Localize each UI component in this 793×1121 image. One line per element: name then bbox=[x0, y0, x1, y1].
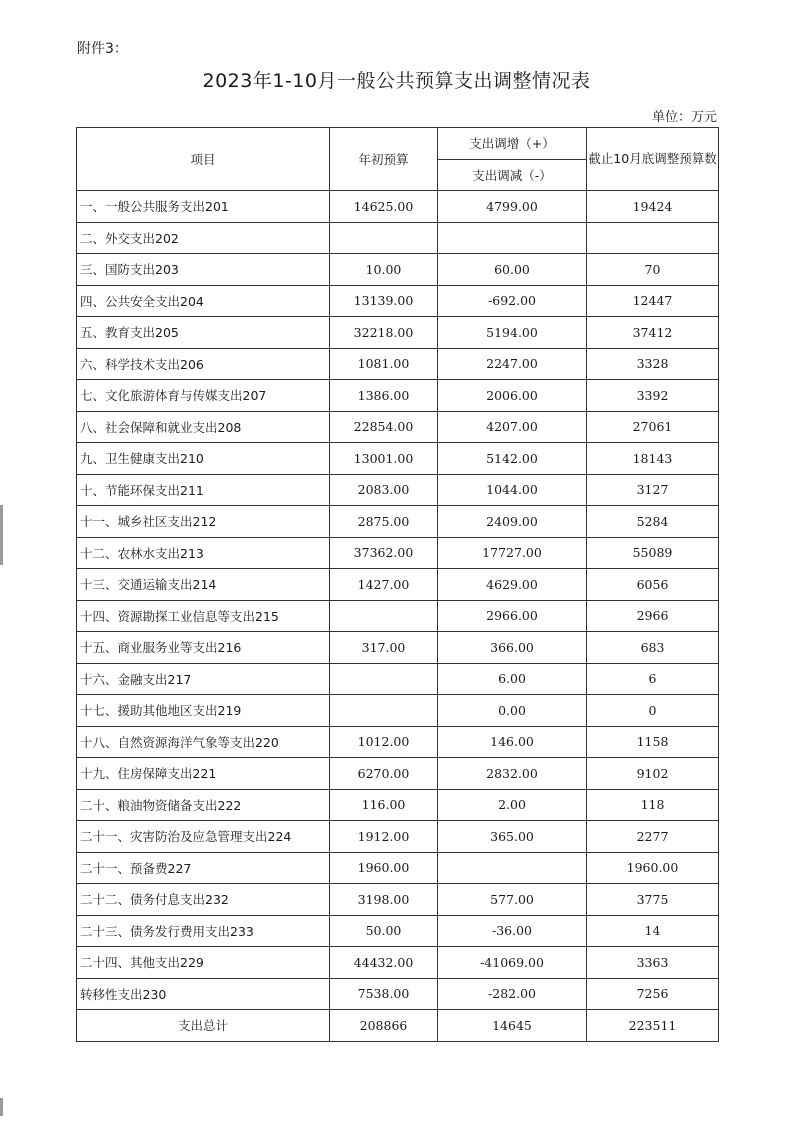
row-initial-budget: 317.00 bbox=[330, 632, 438, 664]
table-row bbox=[77, 978, 719, 1010]
table-row bbox=[77, 317, 719, 349]
table-row bbox=[77, 191, 719, 223]
row-adjustment: 4629.00 bbox=[438, 569, 587, 601]
table-row bbox=[77, 632, 719, 664]
row-adjustment: 2.00 bbox=[438, 789, 587, 821]
row-adjustment: 17727.00 bbox=[438, 537, 587, 569]
row-initial-budget: 1960.00 bbox=[330, 852, 438, 884]
row-adjustment bbox=[438, 222, 587, 254]
row-adjusted-budget: 3775 bbox=[587, 884, 719, 916]
row-initial-budget: 50.00 bbox=[330, 915, 438, 947]
row-adjustment: 2247.00 bbox=[438, 348, 587, 380]
row-adjustment: 366.00 bbox=[438, 632, 587, 664]
row-initial-budget: 6270.00 bbox=[330, 758, 438, 790]
row-item: 四、公共安全支出204 bbox=[77, 285, 330, 317]
row-adjusted-budget: 18143 bbox=[587, 443, 719, 475]
table-row bbox=[77, 758, 719, 790]
row-adjusted-budget: 5284 bbox=[587, 506, 719, 538]
row-initial-budget: 37362.00 bbox=[330, 537, 438, 569]
row-item: 十四、资源勘探工业信息等支出215 bbox=[77, 600, 330, 632]
table-row bbox=[77, 852, 719, 884]
row-initial-budget: 3198.00 bbox=[330, 884, 438, 916]
row-adjustment: 1044.00 bbox=[438, 474, 587, 506]
row-adjusted-budget: 3127 bbox=[587, 474, 719, 506]
row-item: 二十三、债务发行费用支出233 bbox=[77, 915, 330, 947]
row-item: 十九、住房保障支出221 bbox=[77, 758, 330, 790]
total-row bbox=[77, 1010, 719, 1042]
row-adjustment: 60.00 bbox=[438, 254, 587, 286]
row-adjusted-budget: 55089 bbox=[587, 537, 719, 569]
row-initial-budget: 2875.00 bbox=[330, 506, 438, 538]
table-row bbox=[77, 915, 719, 947]
row-initial-budget: 1012.00 bbox=[330, 726, 438, 758]
table-row bbox=[77, 663, 719, 695]
header-adjust-increase: 支出调增（+） bbox=[438, 128, 587, 160]
table-row bbox=[77, 285, 719, 317]
row-item: 十二、农林水支出213 bbox=[77, 537, 330, 569]
row-adjustment: -692.00 bbox=[438, 285, 587, 317]
row-initial-budget: 116.00 bbox=[330, 789, 438, 821]
row-adjustment: 577.00 bbox=[438, 884, 587, 916]
row-adjusted-budget: 37412 bbox=[587, 317, 719, 349]
row-adjustment: 2966.00 bbox=[438, 600, 587, 632]
header-adjust-decrease: 支出调减（-） bbox=[438, 159, 587, 191]
header-item: 项目 bbox=[77, 128, 330, 191]
row-adjusted-budget: 6 bbox=[587, 663, 719, 695]
row-initial-budget: 10.00 bbox=[330, 254, 438, 286]
row-adjusted-budget: 2277 bbox=[587, 821, 719, 853]
row-item: 二十四、其他支出229 bbox=[77, 947, 330, 979]
row-adjusted-budget: 3363 bbox=[587, 947, 719, 979]
row-item: 三、国防支出203 bbox=[77, 254, 330, 286]
row-adjusted-budget: 6056 bbox=[587, 569, 719, 601]
table-row bbox=[77, 443, 719, 475]
table-row bbox=[77, 254, 719, 286]
table-row bbox=[77, 821, 719, 853]
row-adjusted-budget: 0 bbox=[587, 695, 719, 727]
row-item: 二十一、预备费227 bbox=[77, 852, 330, 884]
row-item: 八、社会保障和就业支出208 bbox=[77, 411, 330, 443]
row-adjusted-budget: 14 bbox=[587, 915, 719, 947]
row-adjusted-budget: 1960.00 bbox=[587, 852, 719, 884]
row-adjustment: 4207.00 bbox=[438, 411, 587, 443]
row-adjustment: 0.00 bbox=[438, 695, 587, 727]
row-initial-budget: 14625.00 bbox=[330, 191, 438, 223]
row-adjusted-budget: 1158 bbox=[587, 726, 719, 758]
table-row bbox=[77, 726, 719, 758]
table-row bbox=[77, 506, 719, 538]
row-adjustment: -36.00 bbox=[438, 915, 587, 947]
table-row bbox=[77, 789, 719, 821]
row-adjustment: 2832.00 bbox=[438, 758, 587, 790]
row-adjusted-budget: 9102 bbox=[587, 758, 719, 790]
row-initial-budget: 1912.00 bbox=[330, 821, 438, 853]
attachment-label: 附件3： bbox=[77, 41, 128, 57]
row-adjusted-budget: 7256 bbox=[587, 978, 719, 1010]
row-adjustment: -282.00 bbox=[438, 978, 587, 1010]
table-row bbox=[77, 695, 719, 727]
row-adjusted-budget: 683 bbox=[587, 632, 719, 664]
row-adjustment: 5142.00 bbox=[438, 443, 587, 475]
row-adjusted-budget bbox=[587, 222, 719, 254]
scan-edge-mark-top bbox=[0, 505, 3, 565]
row-item: 九、卫生健康支出210 bbox=[77, 443, 330, 475]
total-adjust: 14645 bbox=[438, 1010, 587, 1042]
row-initial-budget: 32218.00 bbox=[330, 317, 438, 349]
table-row bbox=[77, 411, 719, 443]
row-initial-budget: 1386.00 bbox=[330, 380, 438, 412]
row-initial-budget: 13139.00 bbox=[330, 285, 438, 317]
row-adjusted-budget: 3392 bbox=[587, 380, 719, 412]
row-initial-budget: 1081.00 bbox=[330, 348, 438, 380]
row-item: 十五、商业服务业等支出216 bbox=[77, 632, 330, 664]
row-initial-budget: 13001.00 bbox=[330, 443, 438, 475]
row-item: 二十一、灾害防治及应急管理支出224 bbox=[77, 821, 330, 853]
table-row bbox=[77, 222, 719, 254]
row-adjusted-budget: 118 bbox=[587, 789, 719, 821]
row-adjusted-budget: 27061 bbox=[587, 411, 719, 443]
total-label: 支出总计 bbox=[77, 1010, 330, 1042]
row-item: 十一、城乡社区支出212 bbox=[77, 506, 330, 538]
row-initial-budget bbox=[330, 695, 438, 727]
row-adjustment: 365.00 bbox=[438, 821, 587, 853]
scan-edge-mark-bottom bbox=[0, 1098, 3, 1116]
row-adjusted-budget: 12447 bbox=[587, 285, 719, 317]
row-item: 十三、交通运输支出214 bbox=[77, 569, 330, 601]
row-item: 十六、金融支出217 bbox=[77, 663, 330, 695]
row-item: 十七、援助其他地区支出219 bbox=[77, 695, 330, 727]
row-adjusted-budget: 2966 bbox=[587, 600, 719, 632]
table-body bbox=[77, 191, 719, 1010]
unit-label: 单位：万元 bbox=[651, 110, 717, 125]
row-adjustment: 146.00 bbox=[438, 726, 587, 758]
row-adjustment: 4799.00 bbox=[438, 191, 587, 223]
row-adjustment bbox=[438, 852, 587, 884]
table-row bbox=[77, 947, 719, 979]
row-item: 七、文化旅游体育与传媒支出207 bbox=[77, 380, 330, 412]
row-adjustment: 2006.00 bbox=[438, 380, 587, 412]
total-adjusted: 223511 bbox=[587, 1010, 719, 1042]
table-row bbox=[77, 884, 719, 916]
row-initial-budget: 44432.00 bbox=[330, 947, 438, 979]
total-initial: 208866 bbox=[330, 1010, 438, 1042]
row-initial-budget: 22854.00 bbox=[330, 411, 438, 443]
row-item: 五、教育支出205 bbox=[77, 317, 330, 349]
row-initial-budget bbox=[330, 600, 438, 632]
table-row bbox=[77, 537, 719, 569]
row-adjustment: 6.00 bbox=[438, 663, 587, 695]
row-adjusted-budget: 70 bbox=[587, 254, 719, 286]
table-row bbox=[77, 348, 719, 380]
row-initial-budget bbox=[330, 222, 438, 254]
row-item: 二十、粮油物资储备支出222 bbox=[77, 789, 330, 821]
row-item: 二、外交支出202 bbox=[77, 222, 330, 254]
row-initial-budget: 1427.00 bbox=[330, 569, 438, 601]
row-adjustment: 5194.00 bbox=[438, 317, 587, 349]
header-adjusted-budget: 截止10月底调整预算数 bbox=[587, 128, 719, 191]
table-row bbox=[77, 380, 719, 412]
row-item: 十、节能环保支出211 bbox=[77, 474, 330, 506]
row-initial-budget: 7538.00 bbox=[330, 978, 438, 1010]
row-initial-budget bbox=[330, 663, 438, 695]
row-initial-budget: 2083.00 bbox=[330, 474, 438, 506]
page-title: 2023年1-10月一般公共预算支出调整情况表 bbox=[202, 70, 591, 92]
budget-table bbox=[76, 127, 719, 1042]
table-row bbox=[77, 474, 719, 506]
row-item: 一、一般公共服务支出201 bbox=[77, 191, 330, 223]
row-adjusted-budget: 19424 bbox=[587, 191, 719, 223]
header-initial-budget: 年初预算 bbox=[330, 128, 438, 191]
row-adjustment: 2409.00 bbox=[438, 506, 587, 538]
row-item: 转移性支出230 bbox=[77, 978, 330, 1010]
row-item: 十八、自然资源海洋气象等支出220 bbox=[77, 726, 330, 758]
row-adjusted-budget: 3328 bbox=[587, 348, 719, 380]
row-adjustment: -41069.00 bbox=[438, 947, 587, 979]
table-row bbox=[77, 569, 719, 601]
table-row bbox=[77, 600, 719, 632]
row-item: 二十二、债务付息支出232 bbox=[77, 884, 330, 916]
row-item: 六、科学技术支出206 bbox=[77, 348, 330, 380]
